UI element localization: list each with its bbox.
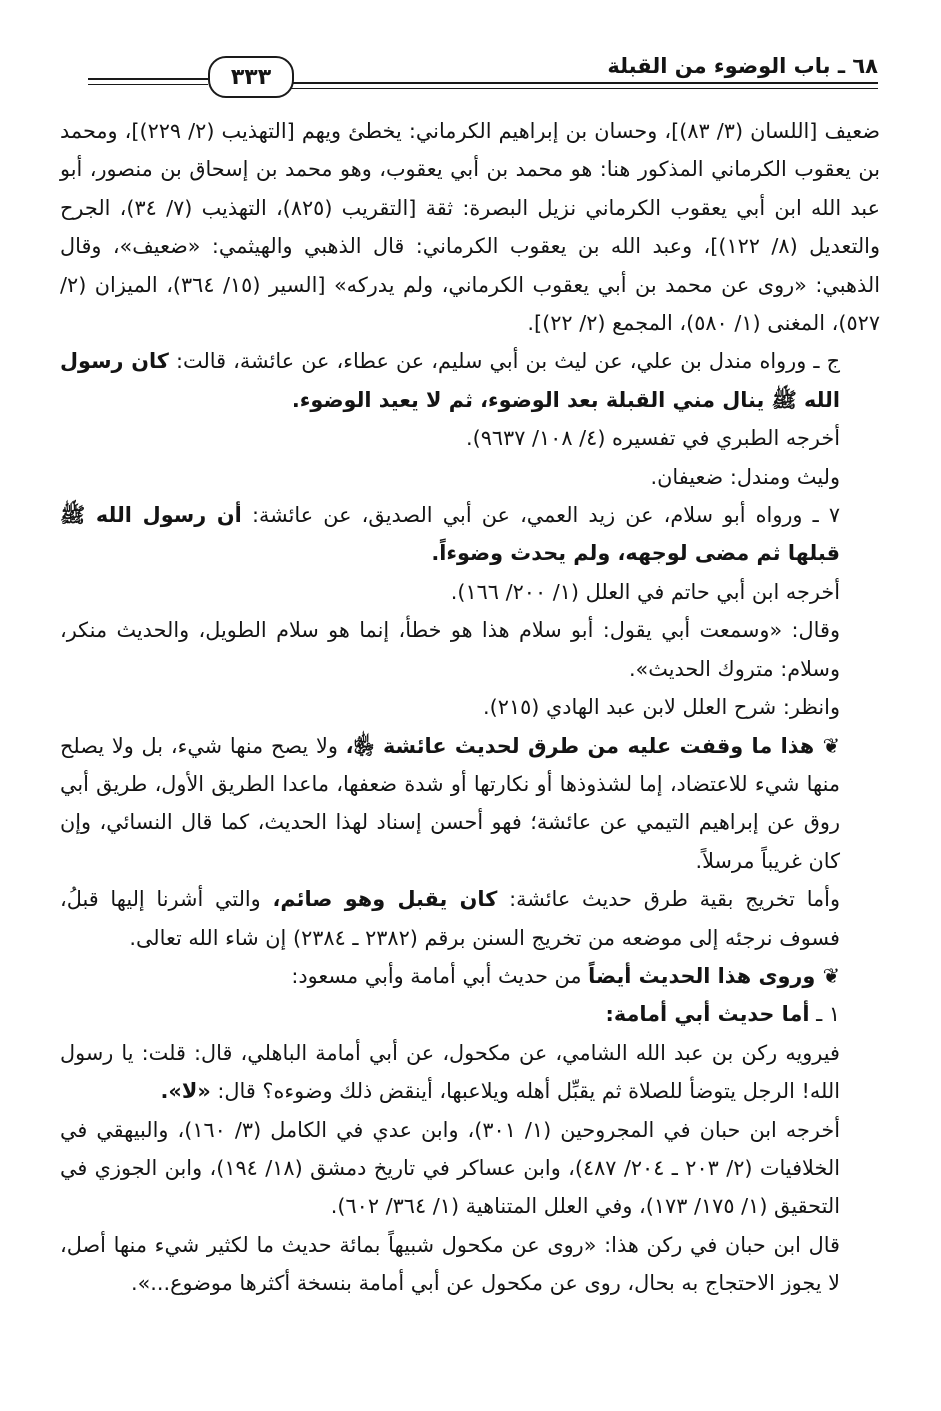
header-rule-right [290,82,878,84]
page-number: ٣٣٣ [208,56,294,98]
paragraph: ٧ ـ ورواه أبو سلام، عن زيد العمي، عن أبي الصديق، عن عائشة: أن رسول الله ﷺ قبلها ثم مضى لوجهه، ولم يحدث وضوءاً. [60,503,840,566]
paragraph: ❦ هذا ما وقفت عليه من طرق لحديث عائشة ﵂، ولا يصح منها شيء، بل ولا يصلح منها شيء للاعتضاد، إما لشذوذها أو نكارتها أو شدة ضعفها، ماعدا الطريق الأول، طريق أبي روق عن إبراهيم التيمي عن عائشة؛ فهو أحسن إسناد لهذا الحديث، كما قال النسائي، وإن كان غريباً مرسلاً. [60,733,840,873]
paragraph: وقال: «وسمعت أبي يقول: أبو سلام هذا هو خطأ، إنما هو سلام الطويل، والحديث منكر، وسلام: متروك الحديث». [60,618,840,681]
paragraph: أخرجه الطبري في تفسيره (٤/ ١٠٨/ ٩٦٣٧). [465,426,840,451]
paragraph: فيرويه ركن بن عبد الله الشامي، عن مكحول، عن أبي أمامة الباهلي، قال: قلت: يا رسول الله! الرجل يتوضأ للصلاة ثم يقبِّل أهله ويلاعبها، أينقض ذلك وضوءه؟ قال: «لا». [60,1040,840,1104]
paragraph: قال ابن حبان في ركن هذا: «روى عن مكحول شبيهاً بمائة حديث ما لكثير شيء منها أصل، لا يجوز الاحتجاج به بحال، روى عن مكحول عن أبي أمامة بنسخة أكثرها موضوع...». [60,1232,840,1296]
paragraph: وليث ومندل: ضعيفان. [650,464,840,489]
paragraph: ضعيف [اللسان (٣/ ٨٣)]، وحسان بن إبراهيم الكرماني: يخطئ ويهم [التهذيب (٢/ ٢٢٩)]، ومحمد بن يعقوب الكرماني المذكور هنا: هو محمد بن أبي يعقوب، وهو محمد بن إسحاق بن منصور، أبو عبد الله ابن أبي يعقوب الكرماني نزيل البصرة: ثقة [التقريب (٨٢٥)، التهذيب (٧/ ٣٤)، الجرح والتعديل (٨/ ١٢٢)]، وعبد الله بن يعقوب الكرماني: قال الذهبي والهيثمي: «ضعيف»، وقال الذهبي: «روى عن محمد بن أبي يعقوب الكرماني، ولم يدركه» [السير (١٥/ ٣٦٤)، الميزان (٢/ ٥٢٧)، المغنى (١/ ٥٨٠)، المجمع (٢/ ٢٢)]. [60,119,880,336]
paragraph: أخرجه ابن أبي حاتم في العلل (١/ ٢٠٠/ ١٦٦). [450,579,840,604]
page-body [60,112,880,1303]
header-rule-left-thin [88,84,208,85]
running-title: ٦٨ ـ باب الوضوء من القبلة [607,54,878,78]
paragraph: وانظر: شرح العلل لابن عبد الهادي (٢١٥). [483,695,840,720]
paragraph: ❦ وروى هذا الحديث أيضاً من حديث أبي أمامة وأبي مسعود: [291,963,840,988]
paragraph: أخرجه ابن حبان في المجروحين (١/ ٣٠١)، وابن عدي في الكامل (٣/ ١٦٠)، والبيهقي في الخلافيات (٢/ ٢٠٣ ـ ٢٠٤/ ٤٨٧)، وابن عساكر في تاريخ دمشق (١٨/ ١٩٤)، وابن الجوزي في التحقيق (١/ ١٧٥/ ١٧٣)، وفي العلل المتناهية (١/ ٣٦٤/ ٦٠٢). [60,1117,840,1219]
paragraph: ١ ـ أما حديث أبي أمامة: [605,1002,840,1027]
header-rule-right-thin [290,88,878,89]
page-header [88,52,878,98]
paragraph: ج ـ ورواه مندل بن علي، عن ليث بن أبي سليم، عن عطاء، عن عائشة، قالت: كان رسول الله ﷺ ينال مني القبلة بعد الوضوء، ثم لا يعيد الوضوء. [60,349,840,412]
header-rule-left [88,78,208,80]
paragraph: وأما تخريج بقية طرق حديث عائشة: كان يقبل وهو صائم، والتي أشرنا إليها قبلُ، فسوف نرجئه إلى موضعه من تخريج السنن برقم (٢٣٨٢ ـ ٢٣٨٤) إن شاء الله تعالى. [60,887,840,950]
